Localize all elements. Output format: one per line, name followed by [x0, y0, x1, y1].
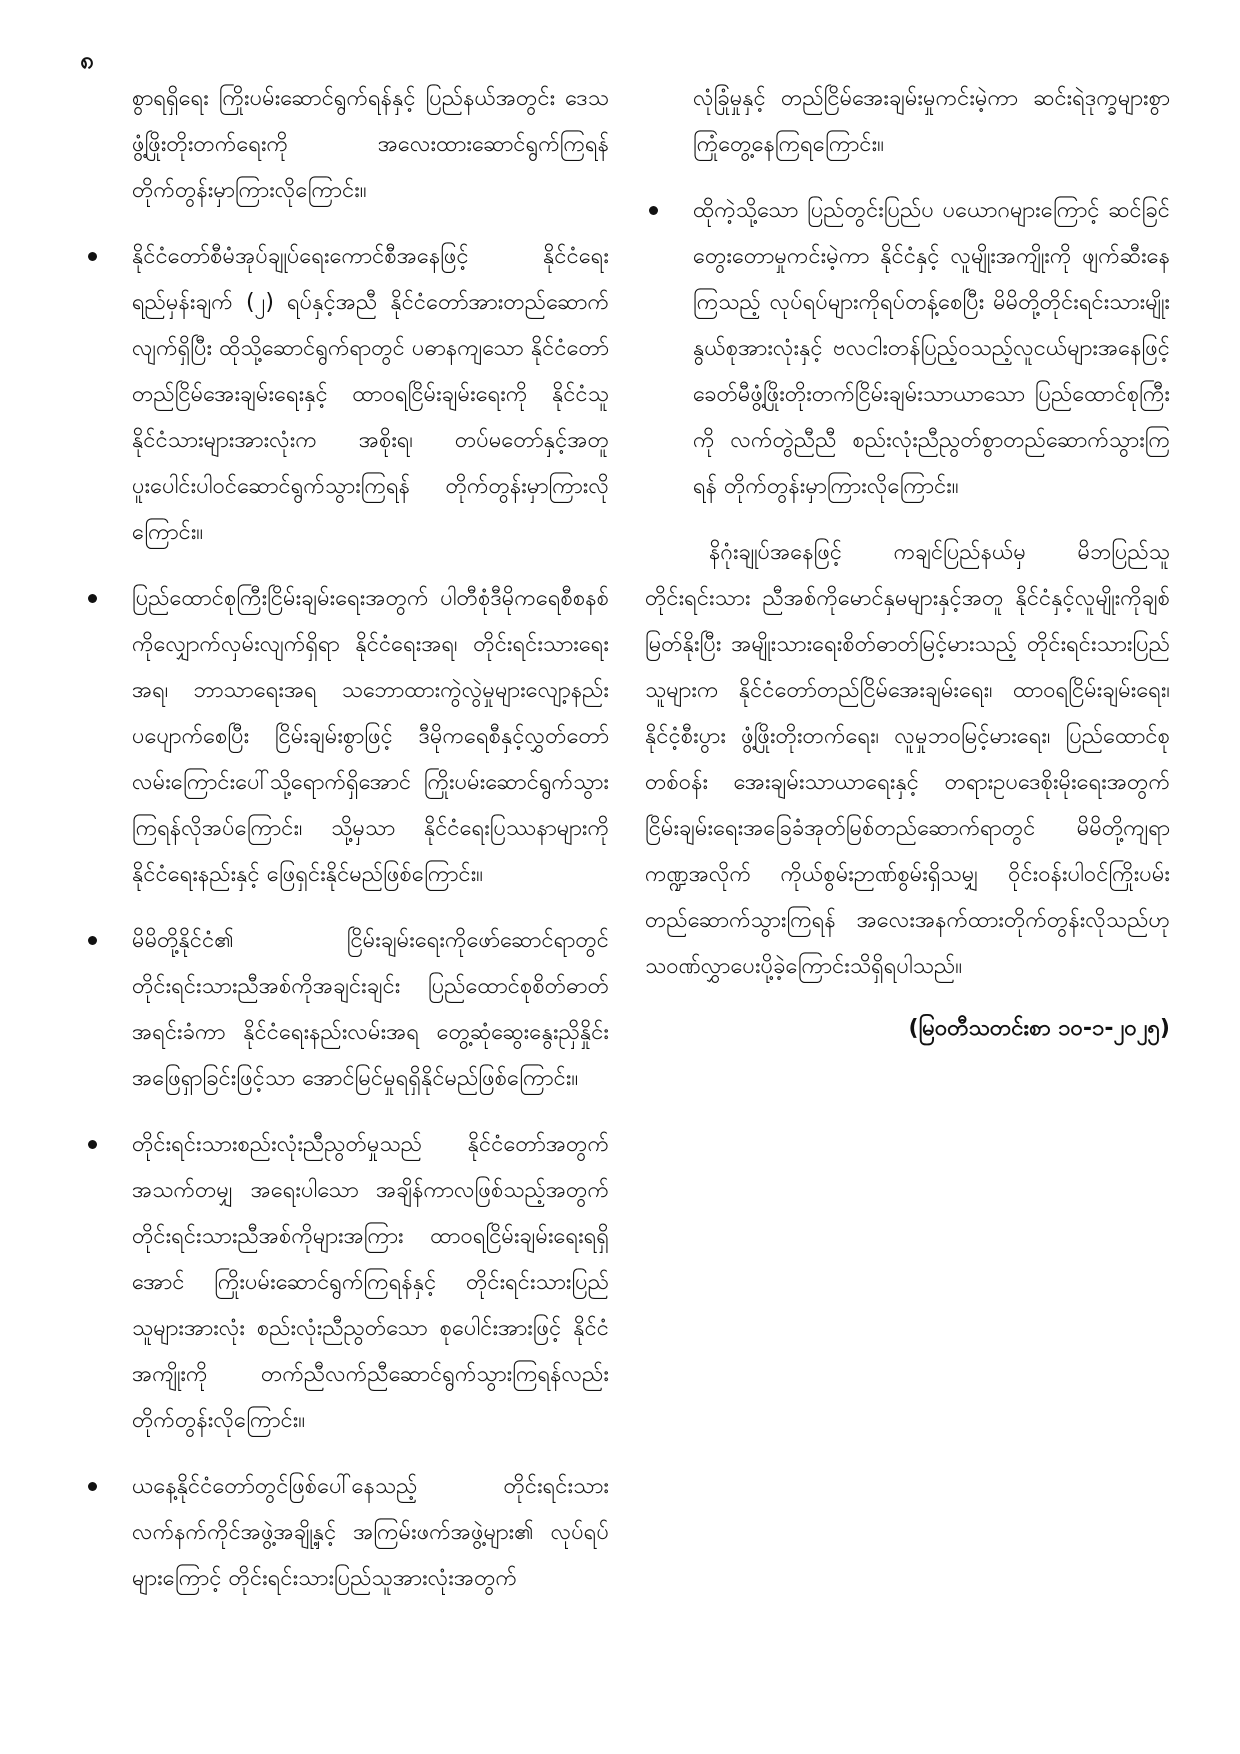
- conclusion-paragraph: နိဂုံးချုပ်အနေဖြင့် ကချင်ပြည်နယ်မှ မိဘပြည်သူ တိုင်းရင်းသား ညီအစ်ကိုမောင်နှမများနှင့်အတူ နိုင်ငံနှင့်လူမျိုးကိုချစ်မြတ်နိုးပြီး အမျိုးသားရေးစိတ်ဓာတ်မြင့်မားသည့် တိုင်းရင်းသားပြည်သူများက နိုင်ငံတော်တည်ငြိမ်အေးချမ်းရေး၊ ထာဝရငြိမ်းချမ်းရေး၊ နိုင်ငံ့စီးပွား ဖွံ့ဖြိုးတိုးတက်ရေး၊ လူမှုဘဝမြင့်မားရေး၊ ပြည်ထောင်စုတစ်ဝန်း အေးချမ်းသာယာရေးနှင့် တရားဥပဒေစိုးမိုးရေးအတွက် ငြိမ်းချမ်းရေးအခြေခံအုတ်မြစ်တည်ဆောက်ရာတွင် မိမိတို့ကျရာကဏ္ဍအလိုက် ကိုယ်စွမ်းဉာဏ်စွမ်းရှိသမျှ ဝိုင်းဝန်းပါဝင်ကြိုးပမ်းတည်ဆောက်သွားကြရန် အလေးအနက်ထားတိုက်တွန်းလိုသည်ဟု သဝဏ်လွှာပေးပို့ခဲ့ကြောင်းသိရှိရပါသည်။: [645, 540, 1170, 979]
- left-lead-paragraph: စွာရရှိရေး ကြိုးပမ်းဆောင်ရွက်ရန်နှင့် ပြည်နယ်အတွင်း ဒေသဖွံ့ဖြိုးတိုးတက်ရေးကို အလေးထားဆောင်ရွက်ကြရန် တိုက်တွန်းမှာကြားလိုကြောင်း။: [132, 86, 609, 203]
- bullet-item: [84, 1464, 609, 1602]
- bullet-icon: [649, 206, 658, 215]
- right-column: [645, 76, 1170, 1696]
- left-column: [84, 76, 609, 1696]
- bullet-icon: [88, 1140, 97, 1149]
- page-number: ၈: [80, 46, 94, 74]
- bullet-item: [645, 188, 1170, 510]
- bullet-icon: [88, 252, 97, 261]
- bullet-item: [84, 576, 609, 898]
- bullet-text: နိုင်ငံတော်စီမံအုပ်ချုပ်ရေးကောင်စီအနေဖြင့် နိုင်ငံရေးရည်မှန်းချက် (၂) ရပ်နှင့်အညီ နိုင်ငံတော်အားတည်ဆောက်လျက်ရှိပြီး ထိုသို့ဆောင်ရွက်ရာတွင် ပဓာနကျသော နိုင်ငံတော်တည်ငြိမ်အေးချမ်းရေးနှင့် ထာဝရငြိမ်းချမ်းရေးကို နိုင်ငံသူနိုင်ငံသားများအားလုံးက အစိုးရ၊ တပ်မတော်နှင့်အတူ ပူးပေါင်းပါဝင်ဆောင်ရွက်သွားကြရန် တိုက်တွန်းမှာကြားလိုကြောင်း။: [132, 244, 609, 545]
- bullet-item: [84, 234, 609, 556]
- right-lead-paragraph: လုံခြုံမှုနှင့် တည်ငြိမ်အေးချမ်းမှုကင်းမဲ့ကာ ဆင်းရဲဒုက္ခများစွာ ကြုံတွေ့နေကြရကြောင်း။: [693, 86, 1170, 157]
- bullet-icon: [88, 1482, 97, 1491]
- bullet-text: တိုင်းရင်းသားစည်းလုံးညီညွတ်မှုသည် နိုင်ငံတော်အတွက် အသက်တမျှ အရေးပါသော အချိန်ကာလဖြစ်သည့်အတွက် တိုင်းရင်းသားညီအစ်ကိုများအကြား ထာဝရငြိမ်းချမ်းရေးရရှိအောင် ကြိုးပမ်းဆောင်ရွက်ကြရန်နှင့် တိုင်းရင်းသားပြည်သူများအားလုံး စည်းလုံးညီညွတ်သော စုပေါင်းအားဖြင့် နိုင်ငံအကျိုးကို တက်ညီလက်ညီဆောင်ရွက်သွားကြရန်လည်း တိုက်တွန်းလိုကြောင်း။: [132, 1132, 609, 1433]
- right-bullet-list: [645, 188, 1170, 510]
- bullet-text: ယနေ့နိုင်ငံတော်တွင်ဖြစ်ပေါ်နေသည့် တိုင်းရင်းသား လက်နက်ကိုင်အဖွဲ့အချို့နှင့် အကြမ်းဖက်အဖွဲ့များ၏ လုပ်ရပ်များကြောင့် တိုင်းရင်းသားပြည်သူအားလုံးအတွက်: [132, 1474, 609, 1591]
- bullet-text: ပြည်ထောင်စုကြီးငြိမ်းချမ်းရေးအတွက် ပါတီစုံဒီမိုကရေစီစနစ်ကိုလျှောက်လှမ်းလျက်ရှိရာ နိုင်ငံရေးအရ၊ တိုင်းရင်းသားရေးအရ၊ ဘာသာရေးအရ သဘောထားကွဲလွဲမှုများလျော့နည်းပပျောက်စေပြီး ငြိမ်းချမ်းစွာဖြင့် ဒီမိုကရေစီနှင့်လွှတ်တော်လမ်းကြောင်းပေါ်သို့ရောက်ရှိအောင် ကြိုးပမ်းဆောင်ရွက်သွားကြရန်လိုအပ်ကြောင်း၊ သို့မှသာ နိုင်ငံရေးပြဿနာများကို နိုင်ငံရေးနည်းနှင့် ဖြေရှင်းနိုင်မည်ဖြစ်ကြောင်း။: [132, 586, 609, 887]
- bullet-item: [84, 918, 609, 1102]
- bullet-text: ထိုကဲ့သို့သော ပြည်တွင်းပြည်ပ ပယောဂများကြောင့် ဆင်ခြင်တွေးတောမှုကင်းမဲ့ကာ နိုင်ငံနှင့် လူမျိုးအကျိုးကို ဖျက်ဆီးနေကြသည့် လုပ်ရပ်များကိုရပ်တန့်စေပြီး မိမိတို့တိုင်းရင်းသားမျိုးနွယ်စုအားလုံးနှင့် ဗလငါးတန်ပြည့်ဝသည့်လူငယ်များအနေဖြင့် ခေတ်မီဖွံ့ဖြိုးတိုးတက်ငြိမ်းချမ်းသာယာသော ပြည်ထောင်စုကြီးကို လက်တွဲညီညီ စည်းလုံးညီညွတ်စွာတည်ဆောက်သွားကြရန် တိုက်တွန်းမှာကြားလိုကြောင်း။: [693, 198, 1170, 499]
- bullet-icon: [88, 936, 97, 945]
- source-citation: (မြဝတီသတင်းစာ ၁၀-၁-၂၀၂၅): [908, 1016, 1170, 1041]
- left-bullet-list: [84, 234, 609, 1602]
- bullet-text: မိမိတို့နိုင်ငံ၏ ငြိမ်းချမ်းရေးကိုဖော်ဆောင်ရာတွင် တိုင်းရင်းသားညီအစ်ကိုအချင်းချင်း ပြည်ထောင်စုစိတ်ဓာတ်အရင်းခံကာ နိုင်ငံရေးနည်းလမ်းအရ တွေ့ဆုံဆွေးနွေးညှိနှိုင်းအဖြေရှာခြင်းဖြင့်သာ အောင်မြင်မှုရရှိနိုင်မည်ဖြစ်ကြောင်း။: [132, 928, 609, 1091]
- article-body: [84, 76, 1170, 1696]
- bullet-icon: [88, 594, 97, 603]
- bullet-item: [84, 1122, 609, 1444]
